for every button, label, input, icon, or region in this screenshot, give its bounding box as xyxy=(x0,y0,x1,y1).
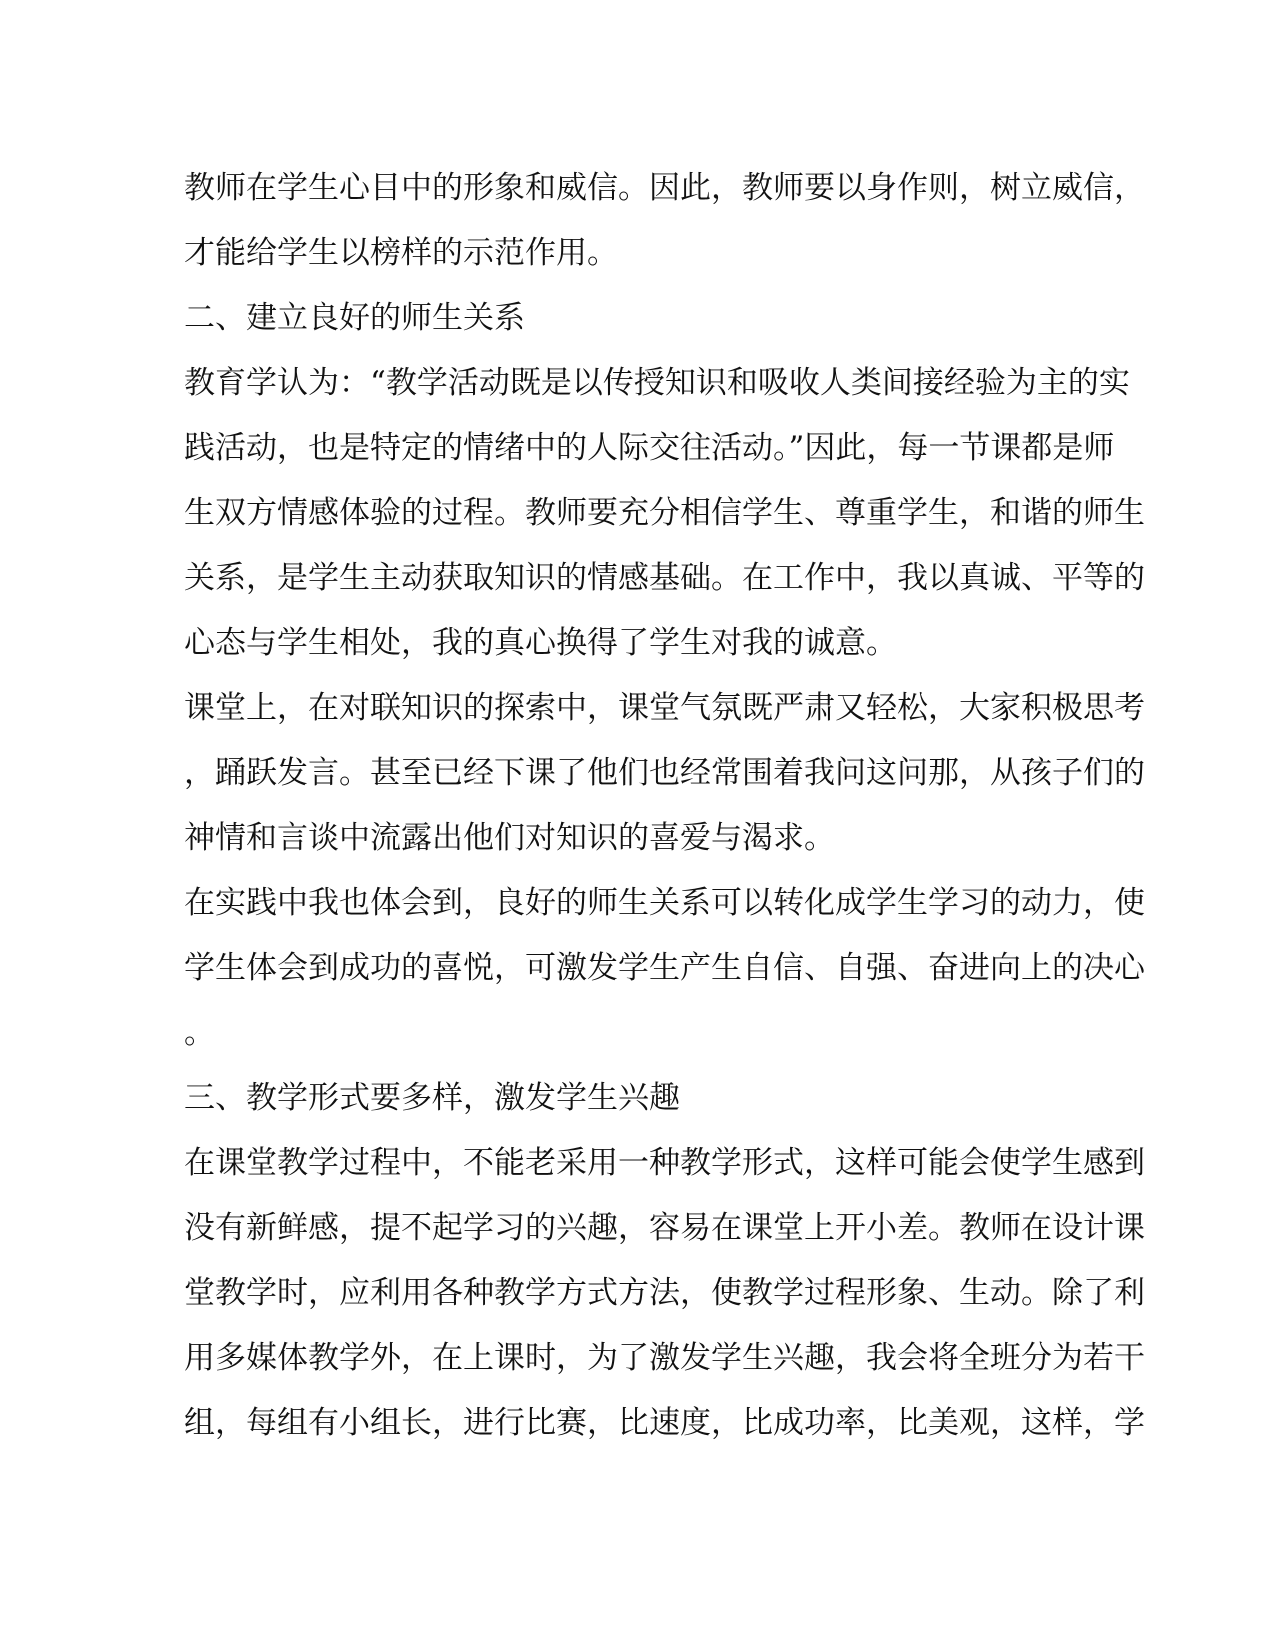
paragraph-line: 用多媒体教学外，在上课时，为了激发学生兴趣，我会将全班分为若干 xyxy=(184,1340,1145,1376)
paragraph-line: 践活动，也是特定的情绪中的人际交往活动。”因此，每一节课都是师 xyxy=(184,430,1115,466)
paragraph-line: 堂教学时，应利用各种教学方式方法，使教学过程形象、生动。除了利 xyxy=(184,1275,1145,1311)
paragraph-line: 才能给学生以榜样的示范作用。 xyxy=(184,235,618,271)
section-heading: 二、建立良好的师生关系 xyxy=(184,300,525,336)
paragraph-line: ，踊跃发言。甚至已经下课了他们也经常围着我问这问那，从孩子们的 xyxy=(184,755,1145,791)
paragraph-line: 教育学认为：“教学活动既是以传授知识和吸收人类间接经验为主的实 xyxy=(184,365,1130,401)
paragraph-line: 教师在学生心目中的形象和威信。因此，教师要以身作则，树立威信， xyxy=(184,170,1145,206)
paragraph-line: 关系，是学生主动获取知识的情感基础。在工作中，我以真诚、平等的 xyxy=(184,560,1145,596)
paragraph-line: 。 xyxy=(184,1015,215,1051)
paragraph-line: 神情和言谈中流露出他们对知识的喜爱与渴求。 xyxy=(184,820,835,856)
paragraph-line: 课堂上，在对联知识的探索中，课堂气氛既严肃又轻松，大家积极思考 xyxy=(184,690,1145,726)
section-heading: 三、教学形式要多样，激发学生兴趣 xyxy=(184,1080,680,1116)
paragraph-line: 在实践中我也体会到，良好的师生关系可以转化成学生学习的动力，使 xyxy=(184,885,1145,921)
paragraph-line: 没有新鲜感，提不起学习的兴趣，容易在课堂上开小差。教师在设计课 xyxy=(184,1210,1145,1246)
paragraph-line: 在课堂教学过程中，不能老采用一种教学形式，这样可能会使学生感到 xyxy=(184,1145,1145,1181)
paragraph-line: 生双方情感体验的过程。教师要充分相信学生、尊重学生，和谐的师生 xyxy=(184,495,1145,531)
paragraph-line: 学生体会到成功的喜悦，可激发学生产生自信、自强、奋进向上的决心 xyxy=(184,950,1145,986)
paragraph-line: 心态与学生相处，我的真心换得了学生对我的诚意。 xyxy=(184,625,897,661)
paragraph-line: 组，每组有小组长，进行比赛，比速度，比成功率，比美观，这样，学 xyxy=(184,1405,1145,1441)
